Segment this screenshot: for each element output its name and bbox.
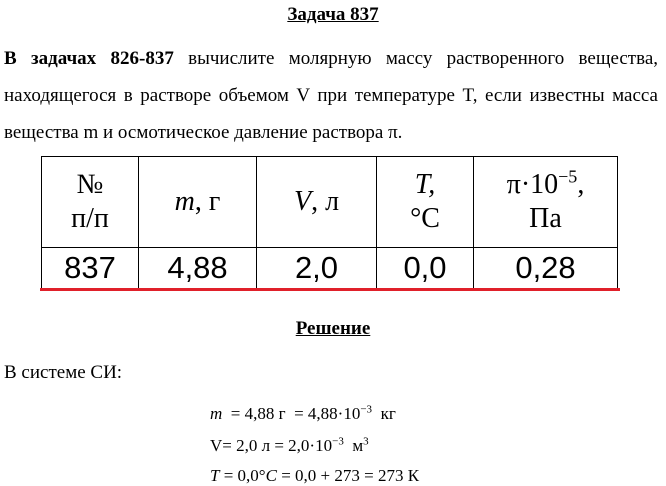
red-underline bbox=[40, 288, 620, 291]
header-temperature: T, °C bbox=[377, 157, 474, 248]
header-mass: m, г bbox=[139, 157, 257, 248]
problem-statement bbox=[4, 40, 658, 151]
header-volume: V, л bbox=[257, 157, 377, 248]
cell-number: 837 bbox=[42, 248, 139, 289]
cell-volume: 2,0 bbox=[257, 248, 377, 289]
formula-volume: V= 2,0 $л = 2,0\cdot 10^{-3}$ $м^3$ bbox=[210, 435, 369, 455]
solution-heading: Решение bbox=[295, 318, 371, 339]
formula-temperature: T = 0,0°C = 0,0 + 273 = 273 К bbox=[210, 466, 420, 485]
si-label: В системе СИ: bbox=[4, 362, 123, 383]
problem-heading: Задача 837 bbox=[287, 4, 379, 25]
cell-mass: 4,88 bbox=[139, 248, 257, 289]
problem-text: вычислите молярную массу растворенного вещества, находящегося в растворе объемом V при температуре T, если известны масса вещества m и осмотическое давление раствора π. bbox=[4, 48, 659, 143]
header-number: № п/п bbox=[42, 157, 139, 248]
header-pressure: $\pi\cdot 10^{-5}$, Па bbox=[474, 157, 618, 248]
table-header-row bbox=[42, 157, 618, 248]
cell-pressure: 0,28 bbox=[474, 248, 618, 289]
table-row bbox=[42, 248, 618, 289]
formula-mass: m = 4,88 $г = 4,88\cdot 10^{-3}$ кг bbox=[210, 403, 396, 423]
cell-temperature: 0,0 bbox=[377, 248, 474, 289]
problem-range: В задачах 826-837 bbox=[4, 48, 174, 69]
data-table bbox=[41, 156, 618, 289]
